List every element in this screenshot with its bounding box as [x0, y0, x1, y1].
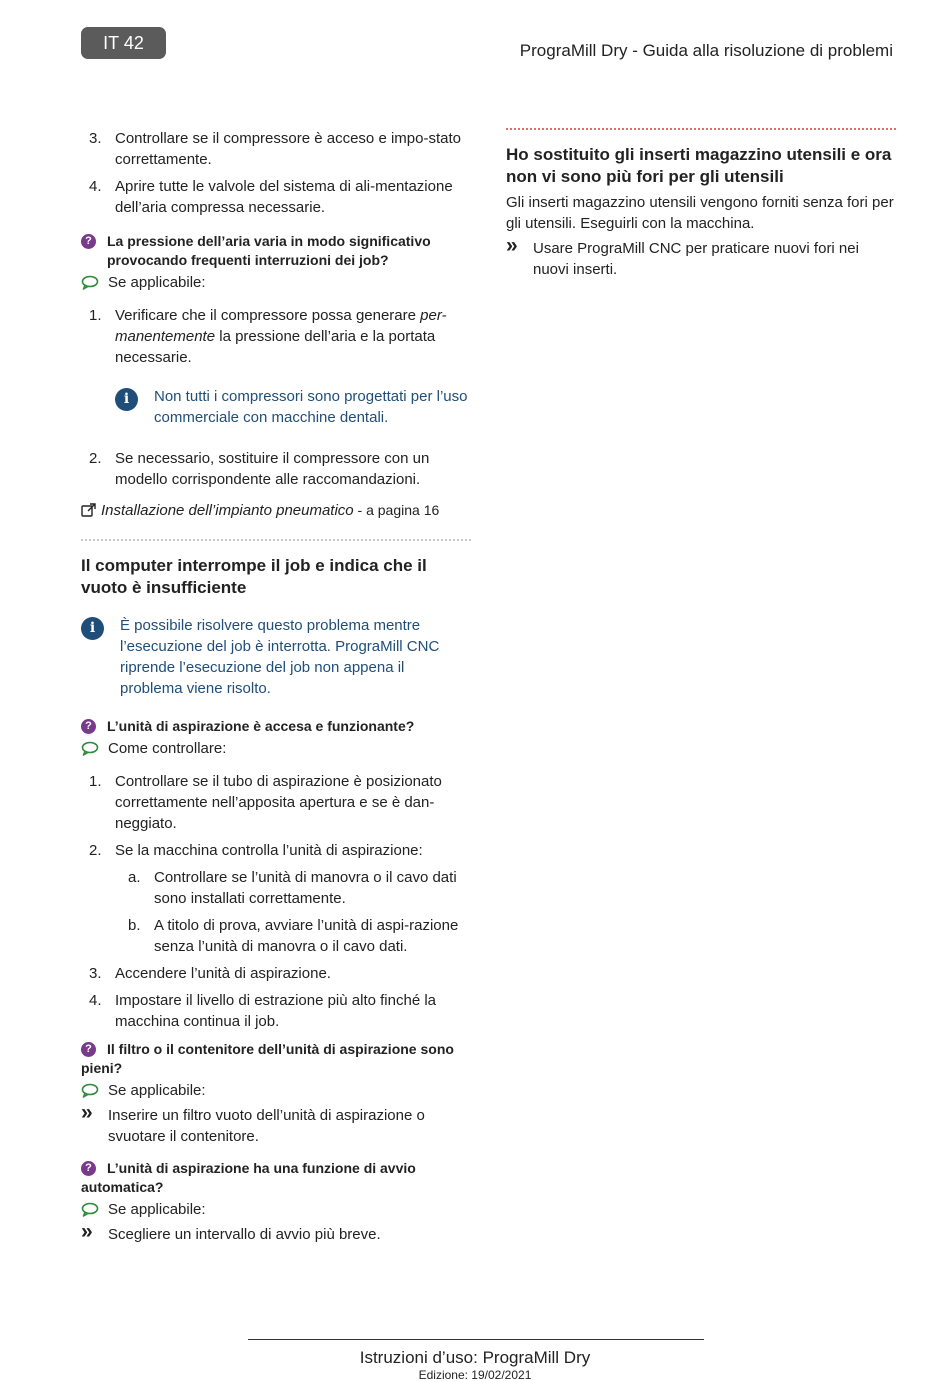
action-item	[506, 234, 896, 280]
question-circle-icon: ?	[81, 1042, 96, 1057]
answer	[81, 1199, 471, 1220]
speech-bubble-icon	[81, 1083, 99, 1098]
list-item	[81, 448, 471, 490]
item-text: Controllare se il compressore è acceso e impo-stato correttamente.	[115, 130, 461, 168]
section-body: Gli inserti magazzino utensili vengono forniti senza fori per gli utensili. Eseguirli con la macchina.	[506, 194, 894, 232]
footer-edition: Edizione: 19/02/2021	[418, 1368, 532, 1381]
double-chevron-icon: »	[506, 234, 518, 257]
list-item	[81, 771, 471, 834]
item-text: la pressione dell’aria e la portata necessarie.	[115, 328, 436, 366]
answer	[81, 1080, 471, 1101]
action-item	[81, 1101, 471, 1147]
action-text: Inserire un filtro vuoto dell’unità di aspirazione o svuotare il contenitore.	[108, 1107, 425, 1145]
list-item	[81, 840, 471, 861]
section-title: Il computer interrompe il job e indica che il vuoto è insufficiente	[81, 556, 427, 597]
info-circle-icon: i	[81, 617, 104, 640]
item-emphasis: per-manentemente	[115, 307, 447, 345]
answer	[81, 272, 471, 293]
item-text: Se necessario, sostituire il compressore con un modello corrispondente alle raccomandazioni.	[115, 450, 430, 488]
answer-text: Se applicabile:	[108, 1201, 206, 1218]
item-letter: b.	[128, 917, 141, 934]
list-item	[81, 963, 471, 984]
item-number: 1.	[89, 307, 102, 324]
answer-text: Se applicabile:	[108, 1082, 206, 1099]
section-divider	[506, 128, 896, 130]
question	[81, 717, 471, 736]
list-item	[81, 176, 471, 218]
item-text: Controllare se l’unità di manovra o il cavo dati sono installati correttamente.	[154, 869, 457, 907]
item-number: 2.	[89, 842, 102, 859]
right-column	[506, 128, 896, 280]
item-text: A titolo di prova, avviare l’unità di aspi-razione senza l’unità di manovra o il cavo dati.	[154, 917, 459, 955]
sub-list-item	[81, 915, 471, 957]
question-circle-icon: ?	[81, 719, 96, 734]
question-circle-icon: ?	[81, 1161, 96, 1176]
section-divider	[81, 539, 471, 541]
item-number: 1.	[89, 773, 102, 790]
answer-text: Se applicabile:	[108, 274, 206, 291]
item-number: 3.	[89, 965, 102, 982]
info-note	[81, 386, 471, 428]
question	[81, 1159, 471, 1197]
speech-bubble-icon	[81, 1202, 99, 1217]
external-link-icon	[81, 503, 96, 518]
info-text: È possibile risolvere questo problema mentre l’esecuzione del job è interrotta. PrograMill CNC riprende l’esecuzione del job non appena il problema viene risolto.	[120, 617, 440, 697]
speech-bubble-icon	[81, 741, 99, 756]
question-text: L’unità di aspirazione è accesa e funzionante?	[107, 718, 415, 734]
item-text: Se la macchina controlla l’unità di aspirazione:	[115, 842, 423, 859]
question-text: La pressione dell’aria varia in modo significativo provocando frequenti interruzioni dei job?	[107, 233, 431, 268]
answer	[81, 738, 471, 759]
info-note	[81, 615, 471, 699]
footer-rule	[248, 1339, 704, 1340]
question	[81, 1040, 471, 1078]
list-item	[81, 128, 471, 170]
action-text: Scegliere un intervallo di avvio più breve.	[108, 1226, 381, 1243]
item-text: Accendere l’unità di aspirazione.	[115, 965, 331, 982]
answer-text: Come controllare:	[108, 740, 227, 757]
item-text: Aprire tutte le valvole del sistema di ali-mentazione dell’aria compressa necessarie.	[115, 178, 453, 216]
item-letter: a.	[128, 869, 141, 886]
link-page: - a pagina 16	[353, 502, 440, 518]
link-title[interactable]: Installazione dell’impianto pneumatico	[101, 502, 354, 519]
item-number: 4.	[89, 992, 102, 1009]
page-number-badge: IT 42	[81, 27, 166, 59]
item-number: 3.	[89, 130, 102, 147]
item-text: Verificare che il compressore possa generare	[115, 307, 421, 324]
question	[81, 232, 471, 270]
info-text: Non tutti i compressori sono progettati per l’uso commerciale con macchine dentali.	[154, 388, 468, 426]
sub-list-item	[81, 867, 471, 909]
list-item	[81, 305, 471, 368]
action-item	[81, 1220, 471, 1245]
double-chevron-icon: »	[81, 1220, 93, 1243]
left-column	[81, 128, 471, 1245]
footer-title: Istruzioni d’uso: PrograMill Dry	[359, 1348, 591, 1367]
action-text: Usare PrograMill CNC per praticare nuovi fori nei nuovi inserti.	[533, 240, 859, 278]
question-text: Il filtro o il contenitore dell’unità di aspirazione sono pieni?	[81, 1041, 454, 1076]
item-text: Impostare il livello di estrazione più alto finché la macchina continua il job.	[115, 992, 436, 1030]
info-circle-icon: i	[115, 388, 138, 411]
header-title: PrograMill Dry - Guida alla risoluzione di problemi	[519, 41, 893, 60]
question-circle-icon: ?	[81, 234, 96, 249]
speech-bubble-icon	[81, 275, 99, 290]
cross-reference-link[interactable]	[81, 500, 471, 521]
item-number: 2.	[89, 450, 102, 467]
section-title: Ho sostituito gli inserti magazzino utensili e ora non vi sono più fori per gli utensili	[506, 145, 892, 186]
question-text: L’unità di aspirazione ha una funzione di avvio automatica?	[81, 1160, 416, 1195]
list-item	[81, 990, 471, 1032]
double-chevron-icon: »	[81, 1101, 93, 1124]
item-text: Controllare se il tubo di aspirazione è posizionato correttamente nell’apposita apertura e se è dan-neggiato.	[115, 773, 442, 832]
item-number: 4.	[89, 178, 102, 195]
